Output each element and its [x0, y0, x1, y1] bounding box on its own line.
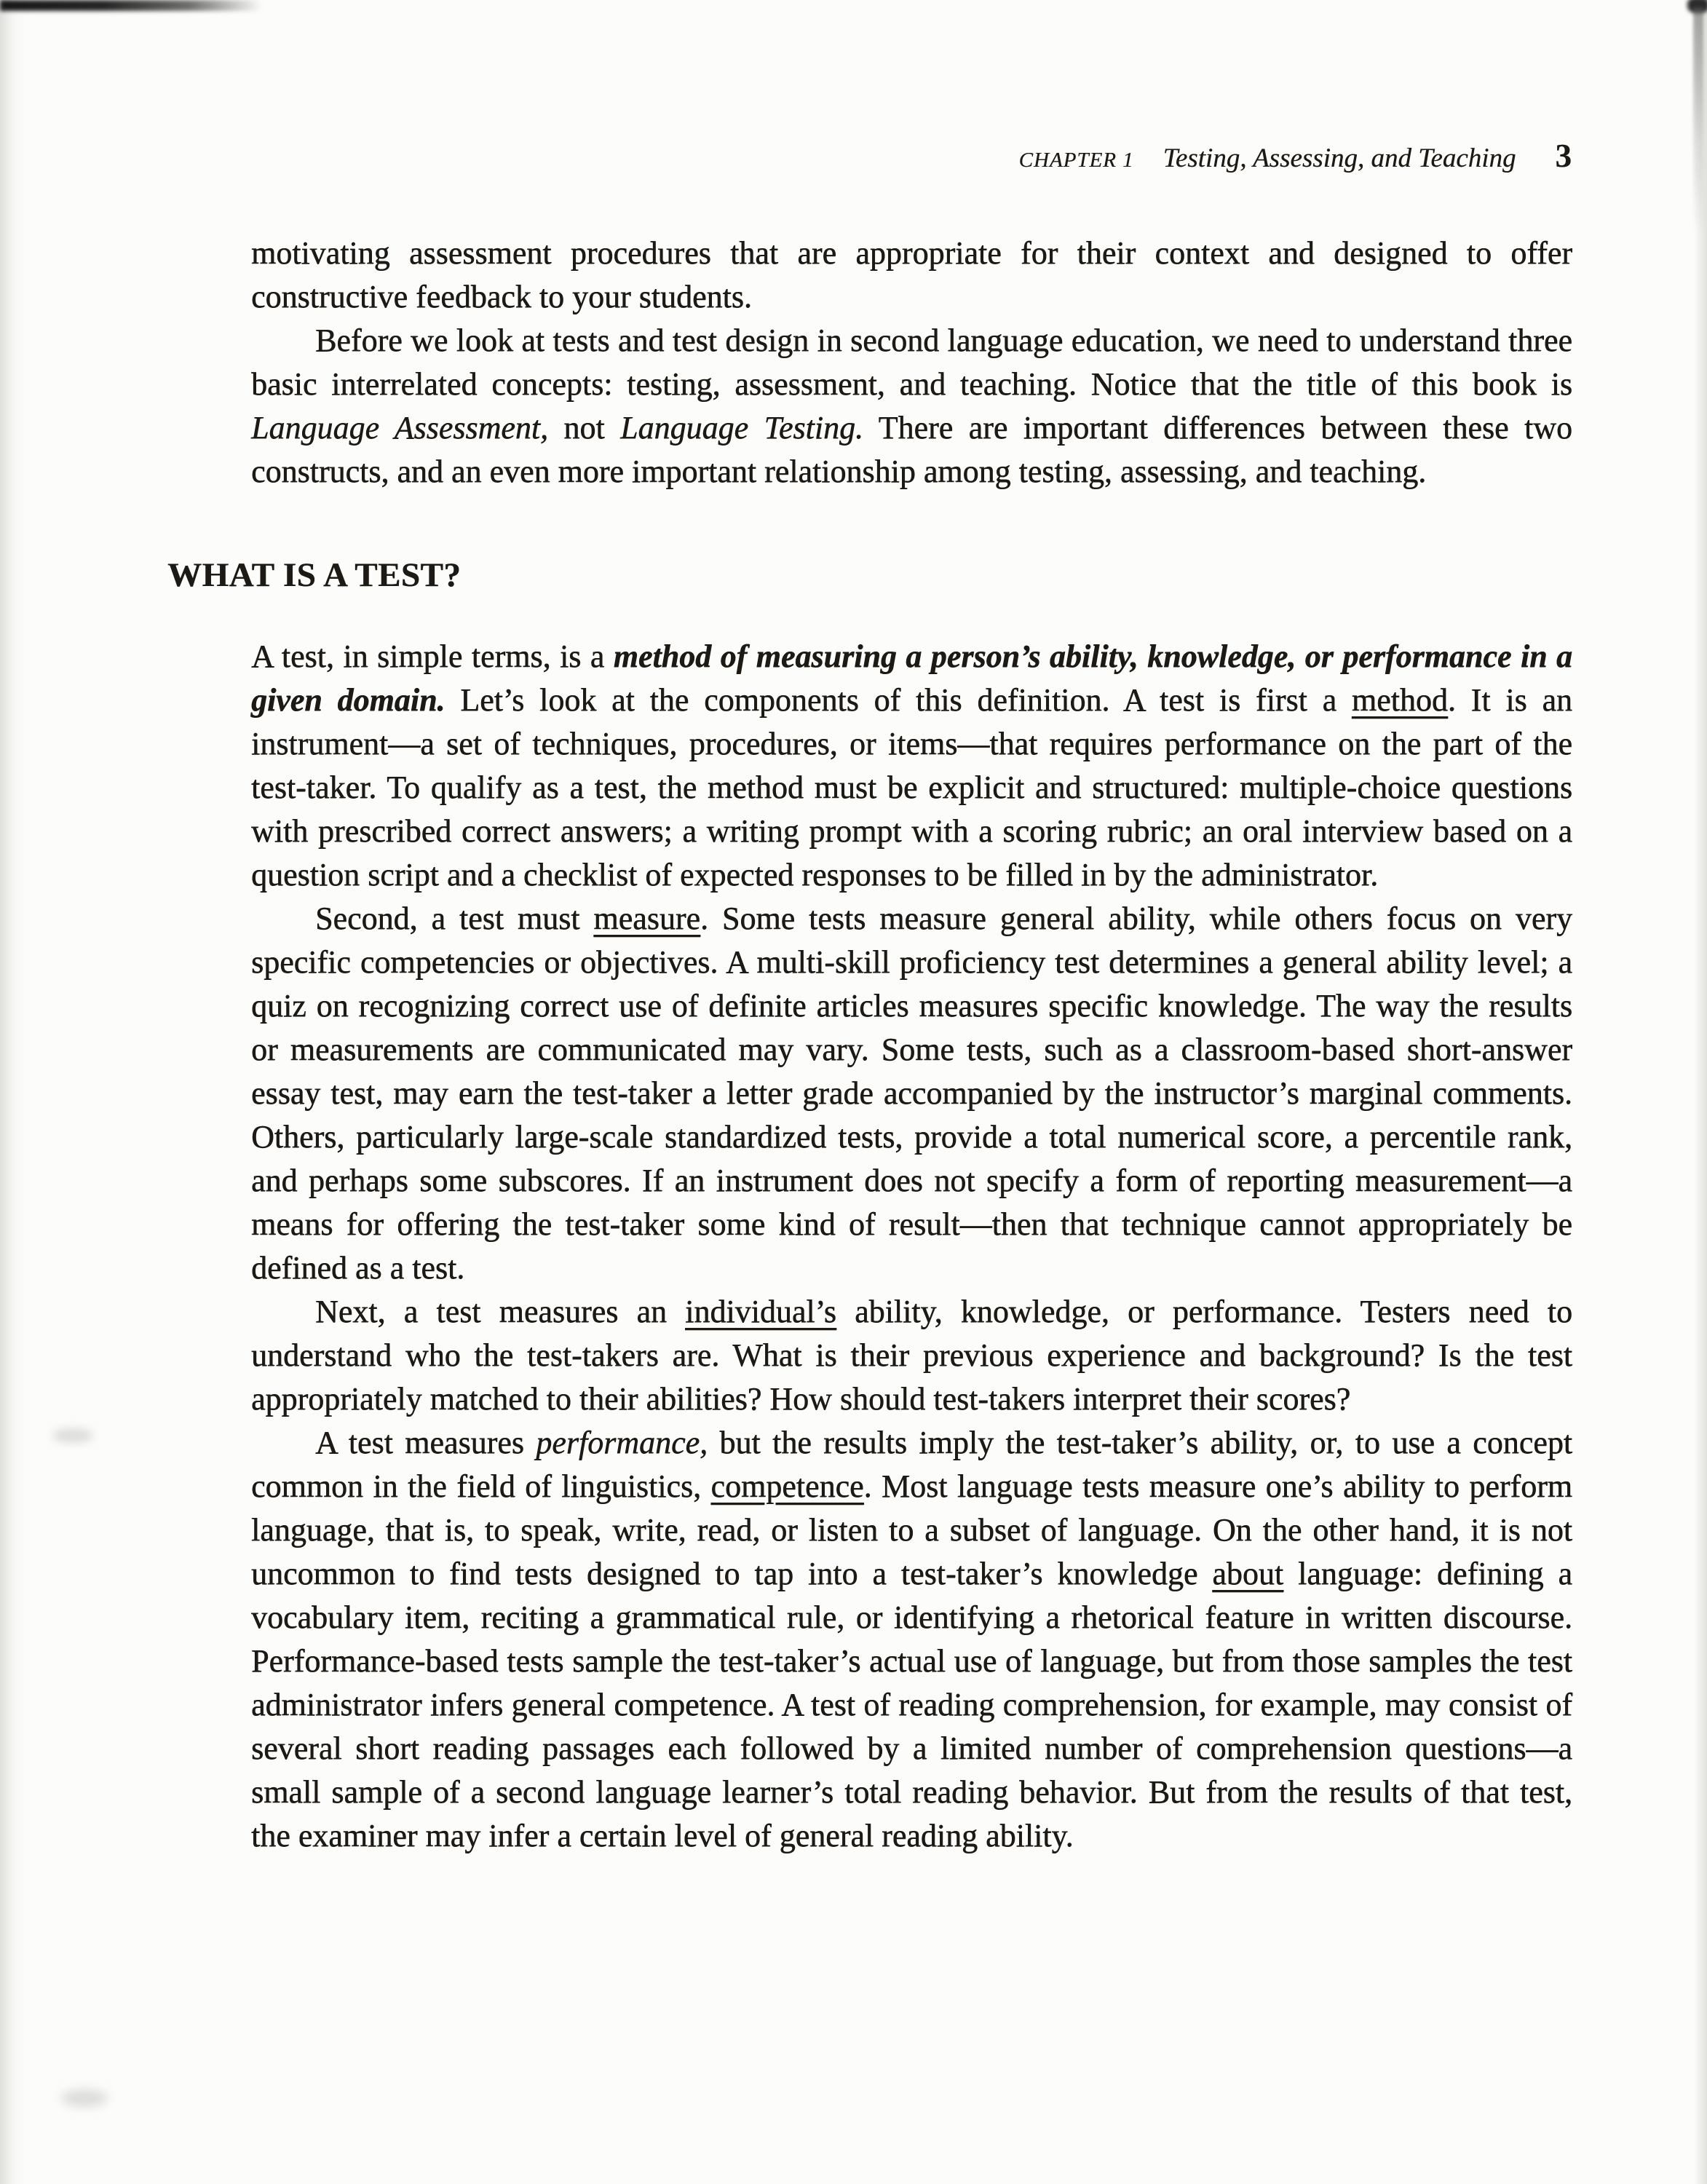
text-run: There are important differences between these two constructs, and an even more important relationship among testing, assessing, and teaching.: [251, 410, 1572, 489]
scan-smudge-bottom-left: [61, 2089, 108, 2107]
text-run: about: [1212, 1556, 1284, 1591]
scan-smudge-top-left: [0, 0, 262, 11]
text-run: Language Testing.: [620, 410, 863, 446]
paragraph: [251, 635, 1572, 897]
text-run: not: [548, 410, 621, 446]
chapter-label: CHAPTER 1: [1018, 149, 1134, 172]
paragraph: [251, 319, 1572, 494]
text-run: individual’s: [685, 1294, 836, 1329]
scan-streak-top-right: [1693, 7, 1703, 233]
running-header: [1019, 137, 1572, 175]
scan-smudge-mid-left: [52, 1428, 93, 1443]
paragraph: [251, 1421, 1572, 1858]
text-run: Language Assessment,: [251, 410, 549, 446]
chapter-title: Testing, Assessing, and Teaching: [1163, 143, 1516, 173]
paragraph: [251, 232, 1572, 319]
text-run: ability, knowledge, or performance. Testers need to understand who the test-takers are. What is their previous experience and background? Is the test appropriately matched to their abilities? How should test-takers interpret their scores?: [251, 1294, 1572, 1417]
text-column: [167, 232, 1573, 1858]
text-run: language: defining a vocabulary item, reciting a grammatical rule, or identifying a rhetorical feature in written discourse. Performance-based tests sample the test-taker’s actual use of language, but from those samples the test administrator infers general competence. A test of reading comprehension, for example, may consist of several short reading passages each followed by a limited number of comprehension questions—a small sample of a second language learner’s total reading behavior. But from the results of that test, the examiner may infer a certain level of general reading ability.: [251, 1556, 1572, 1853]
text-run: Before we look at tests and test design in second language education, we need to understand three basic interrelated concepts: testing, assessment, and teaching. Notice that the title of this book is: [251, 323, 1572, 402]
text-run: A test, in simple terms, is a: [251, 638, 614, 674]
text-run: competence: [710, 1468, 864, 1504]
text-run: Next, a test measures an: [315, 1294, 686, 1329]
paragraph: [251, 897, 1572, 1290]
section-heading: WHAT IS A TEST?: [167, 556, 462, 594]
text-run: performance,: [536, 1425, 708, 1460]
page-number: 3: [1555, 138, 1572, 174]
text-run: . Some tests measure general ability, while others focus on very specific competencies or objectives. A multi-skill proficiency test determines a general ability level; a quiz on recognizing correct use of definite articles measures specific knowledge. The way the results or measurements are communicated may vary. Some tests, such as a classroom-based short-answer essay test, may earn the test-taker a letter grade accompanied by the instructor’s marginal comments. Others, particularly large-scale standardized tests, provide a total numerical score, a percentile rank, and perhaps some subscores. If an instrument does not specify a form of reporting measurement—a means for offering the test-taker some kind of result—then that technique cannot appropriately be defined as a test.: [251, 901, 1573, 1286]
text-run: but the results imply the test-taker’s ability, or, to use a concept common in the field of linguistics,: [251, 1425, 1572, 1504]
text-run: measure: [593, 901, 700, 936]
text-run: motivating assessment procedures that are appropriate for their context and designed to offer constructive feedback to your students.: [251, 235, 1572, 314]
paragraph: [251, 1290, 1572, 1421]
text-run: Let’s look at the components of this definition. A test is first a: [445, 682, 1352, 718]
text-run: . Most language tests measure one’s ability to perform language, that is, to speak, write, read, or listen to a subset of language. On the other hand, it is not uncommon to find tests designed to tap into a test-taker’s knowledge: [251, 1468, 1573, 1591]
text-run: method of measuring a person’s ability, knowledge, or performance in a given domain.: [251, 638, 1572, 718]
text-run: A test measures: [315, 1425, 536, 1460]
text-run: method: [1351, 682, 1448, 718]
intro-paragraphs: [251, 232, 1572, 494]
scan-edge-shadow-left: [0, 0, 25, 2184]
text-run: . It is an instrument—a set of techniques, procedures, or items—that requires performance on the part of the test-taker. To qualify as a test, the method must be explicit and structured: multiple-choice questions with prescribed correct answers; a writing prompt with a scoring rubric; an oral interview based on a question script and a checklist of expected responses to be filled in by the administrator.: [251, 682, 1572, 893]
text-run: Second, a test must: [315, 901, 594, 936]
body-paragraphs: [251, 635, 1572, 1858]
scan-edge-shadow-right: [1694, 0, 1707, 2184]
